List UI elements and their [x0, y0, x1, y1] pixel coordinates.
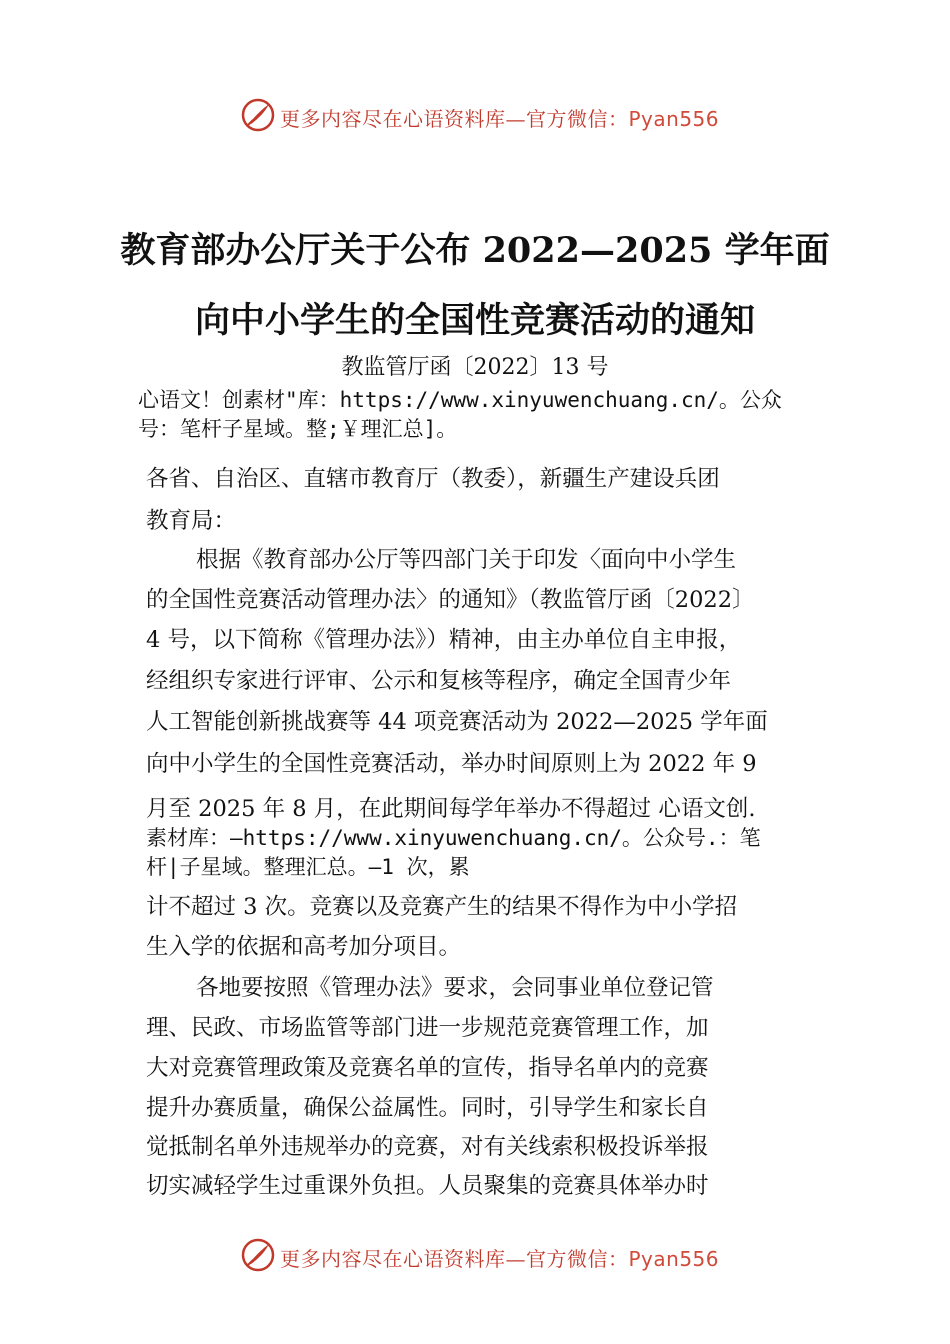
watermark-line: 心语文！创素材"库：https://www.xinyuwenchuang.cn/。公众 — [138, 388, 782, 412]
watermark-line: 素材库：—https://www.xinyuwenchuang.cn/。公众号.：笔 — [146, 826, 761, 850]
paragraph-line: 各地要按照《管理办法》要求，会同事业单位登记管 — [196, 975, 714, 1001]
paragraph-line: 计不超过 3 次。竞赛以及竞赛产生的结果不得作为中小学招 — [146, 894, 738, 920]
banner-handle: Pyan556 — [628, 107, 720, 131]
header-banner — [0, 94, 950, 138]
quill-logo-icon — [241, 98, 275, 132]
document-title-line-2: 向中小学生的全国性竞赛活动的通知 — [194, 300, 755, 341]
banner-text: 更多内容尽在心语资料库—官方微信：Pyan556 — [280, 107, 720, 131]
paragraph-line: 人工智能创新挑战赛等 44 项竞赛活动为 2022—2025 学年面 — [146, 709, 768, 735]
watermark-line: 号：笔杆子星域。整;￥理汇总]。 — [138, 417, 458, 441]
paragraph-line: 的全国性竞赛活动管理办法〉的通知》（教监管厅函〔2022〕 — [146, 587, 755, 613]
paragraph-line: 4 号，以下简称《管理办法》）精神，由主办单位自主申报， — [146, 627, 742, 653]
addressee-line: 教育局： — [146, 508, 237, 534]
banner-handle: Pyan556 — [628, 1247, 720, 1271]
paragraph-line: 经组织专家进行评审、公示和复核等程序，确定全国青少年 — [146, 668, 732, 694]
paragraph-line: 向中小学生的全国性竞赛活动，举办时间原则上为 2022 年 9 — [146, 751, 757, 777]
paragraph-line: 提升办赛质量，确保公益属性。同时，引导学生和家长自 — [146, 1095, 709, 1121]
paragraph-line: 生入学的依据和高考加分项目。 — [146, 934, 462, 960]
quill-logo-icon — [241, 1238, 275, 1272]
footer-banner — [0, 1234, 950, 1278]
watermark-line: 杆|子星域。整理汇总。—1 次，累 — [146, 855, 470, 879]
document-title-line-1: 教育部办公厅关于公布 2022—2025 学年面 — [120, 230, 830, 271]
paragraph-line: 根据《教育部办公厅等四部门关于印发〈面向中小学生 — [196, 547, 737, 573]
paragraph-line: 大对竞赛管理政策及竞赛名单的宣传，指导名单内的竞赛 — [146, 1055, 709, 1081]
paragraph-line: 觉抵制名单外违规举办的竞赛，对有关线索积极投诉举报 — [146, 1134, 709, 1160]
paragraph-line: 理、民政、市场监管等部门进一步规范竞赛管理工作，加 — [146, 1015, 709, 1041]
paragraph-line: 月至 2025 年 8 月，在此期间每学年举办不得超过 心语文创. — [146, 796, 756, 822]
banner-text: 更多内容尽在心语资料库—官方微信：Pyan556 — [280, 1247, 720, 1271]
paragraph-line: 切实减轻学生过重课外负担。人员聚集的竞赛具体举办时 — [146, 1173, 709, 1199]
addressee-line: 各省、自治区、直辖市教育厅（教委），新疆生产建设兵团 — [146, 466, 720, 492]
document-number: 教监管厅函〔2022〕13 号 — [341, 355, 609, 380]
